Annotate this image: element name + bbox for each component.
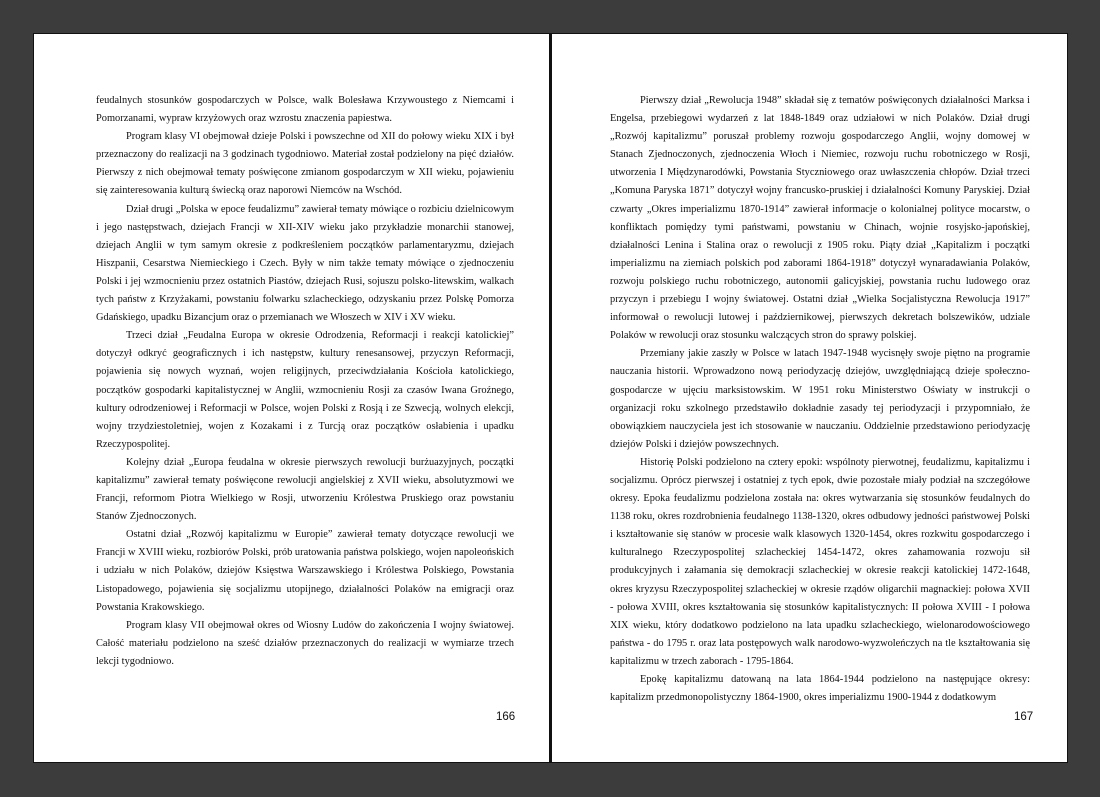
paragraph: Pierwszy dział „Rewolucja 1948” składał się z tematów poświęconych działalności Marksa i Engelsa, przebiegowi wydarzeń z lat 1848-1849 oraz udziałowi w nich Polaków. Dział drugi „Rozwój kapitalizmu” poruszał problemy rozwoju gospodarczego Anglii, wojny domowej w Stanach Zjednoczonych, zjednoczenia Włoch i Niemiec, rozwoju ruchu robotniczego w Rosji, utworzenia I Międzynarodówki, Powstania Styczniowego oraz uwłaszczenia chłopów. Dział trzeci „Komuna Paryska 1871” dotyczył wojny francusko-pruskiej i działalności Komuny Paryskiej. Dział czwarty „Okres imperializmu 1870-1914” zawierał informacje o kolonialnej polityce mocarstw, o konfliktach pomiędzy tymi państwami, powstaniu w Chinach, wojnie rosyjsko-japońskiej, działalności Lenina i Stalina oraz o rewolucji z 1905 roku. Piąty dział „Kapitalizm i początki imperializmu na ziemiach polskich pod zaborami 1864-1918” dotyczył wynaradawiania Polaków, rozwoju polskiego ruchu robotniczego, autonomii galicyjskiej, powstania ruchu ludowego oraz przyczyn i przebiegu I wojny światowej. Ostatni dział „Wielka Socjalistyczna Rewolucja 1917” informował o rewolucji lutowej i październikowej, pierwszych dekretach bolszewików, udziale Polaków w rewolucji oraz stosunku walczących stron do sprawy polskiej.	[610, 95, 1030, 342]
paragraph: Dział drugi „Polska w epoce feudalizmu” zawierał tematy mówiące o rozbiciu dzielnicowym i jego następstwach, dziejach Francji w XII-XIV wieku jako przykładzie monarchii stanowej, dziejach Anglii w tym samym okresie z podkreśleniem początków parlamentaryzmu, dziejach Hiszpanii, Cesarstwa Niemieckiego i Czech. Były w nim także tematy mówiące o zjednoczeniu Polski i jej wzmocnieniu przez ostatnich Piastów, dziejach Rusi, sojuszu polsko-litewskim, walkach tych państw z Krzyżakami, powstaniu folwarku szlacheckiego, odzyskaniu przez Polskę Pomorza Gdańskiego, upadku Bizancjum oraz o przemianach we Włoszech w XIV i XV wieku.	[96, 203, 514, 324]
page-number: 166	[496, 711, 516, 723]
paragraph: Program klasy VI obejmował dzieje Polski i powszechne od XII do połowy wieku XIX i był przeznaczony do realizacji na 3 godzinach tygodniowo. Materiał został podzielony na pięć działów. Pierwszy z nich obejmował tematy poświęcone zmianom gospodarczym w XII wieku, pojawieniu się zainteresowania kulturą świecką oraz naporowi Niemców na Wschód.	[96, 131, 514, 197]
right-page-body	[610, 92, 1030, 707]
left-page	[33, 33, 550, 763]
paragraph: Kolejny dział „Europa feudalna w okresie pierwszych rewolucji burżuazyjnych, początki kapitalizmu” zawierał tematy poświęcone rewolucji angielskiej z XVII wieku, absolutyzmowi we Francji, reformom Piotra Wielkiego w Rosji, utworzeniu Królestwa Pruskiego oraz powstaniu Stanów Zjednoczonych.	[96, 456, 514, 523]
paragraph: Historię Polski podzielono na cztery epoki: wspólnoty pierwotnej, feudalizmu, kapitalizmu i socjalizmu. Oprócz pierwszej i ostatniej z tych epok, dwie pozostałe miały podział na szczegółowe okresy. Epoka feudalizmu podzielona została na: okres wytwarzania się stosunków feudalnych do 1138 roku, okres rozdrobnienia feudalnego 1138-1320, okres odbudowy jedności państwowej Polski i kształtowanie się stanów w procesie walk klasowych 1320-1454, okres rozkwitu gospodarczego i kulturalnego Rzeczypospolitej szlacheckiej 1454-1472, okres zahamowania rozwoju sił produkcyjnych i załamania się demokracji szlacheckiej w okresie reakcji katolickiej 1472-1648, okres kryzysu Rzeczypospolitej szlacheckiej w okresie rządów oligarchii magnackiej: połowa XVII - połowa XVIII, okres kształtowania się stosunków kapitalistycznych: II połowa XVIII - I połowa XIX wieku, który dodatkowo podzielono na lata upadku szlacheckiego, wielonarodowościowego państwa - do 1795 r. oraz lata postępowych walk narodowo-wyzwoleńczych na tle kształtowania się kapitalizmu w trzech zaborach - 1795-1864.	[610, 456, 1030, 667]
paragraph: Ostatni dział „Rozwój kapitalizmu w Europie” zawierał tematy dotyczące rewolucji we Francji w XVIII wieku, rozbiorów Polski, prób uratowania państwa polskiego, wojen napoleońskich i udziału w nich Polaków, dziejów Księstwa Warszawskiego i Królestwa Polskiego, Powstania Listopadowego, pojawienia się socjalizmu utopijnego, działalności Polaków na emigracji oraz Powstania Krakowskiego.	[96, 529, 514, 613]
left-page-body	[96, 92, 514, 671]
paragraph: Epokę kapitalizmu datowaną na lata 1864-1944 podzielono na następujące okresy: kapitalizm przedmonopolistyczny 1864-1900, okres imperializmu 1900-1944 z dodatkowym	[610, 674, 1030, 704]
paragraph: Program klasy VII obejmował okres od Wiosny Ludów do zakończenia I wojny światowej. Całość materiału podzielono na sześć działów przeznaczonych do realizacji w wymiarze trzech lekcji tygodniowo.	[96, 619, 514, 667]
page-number: 167	[1014, 711, 1034, 723]
paragraph: feudalnych stosunków gospodarczych w Polsce, walk Bolesława Krzywoustego z Niemcami i Pomorzanami, wypraw krzyżowych oraz wzrostu znaczenia papiestwa.	[96, 95, 514, 125]
paragraph: Przemiany jakie zaszły w Polsce w latach 1947-1948 wycisnęły swoje piętno na programie nauczania historii. Wprowadzono nową periodyzację dziejów, uwzględniającą dzieje społeczno-gospodarcze w ujęciu marksistowskim. W 1951 roku Ministerstwo Oświaty w instrukcji o organizacji roku szkolnego przedstawiło dokładnie zasady tej periodyzacji i przypomniało, że obowiązkiem nauczyciela jest ich stosowanie w nauczaniu. Oddzielnie przedstawiono periodyzację dziejów Polski i dziejów powszechnych.	[610, 348, 1030, 450]
paragraph: Trzeci dział „Feudalna Europa w okresie Odrodzenia, Reformacji i reakcji katolickiej” dotyczył odkryć geograficznych i ich następstw, kultury renesansowej, przyczyn Reformacji, pojawienia się nowych wyznań, wojen religijnych, przeciwdziałania Kościoła katolickiego, początków gospodarki kapitalistycznej w Anglii, wzmocnieniu Rosji za czasów Iwana Groźnego, kultury odrodzeniowej i Reformacji w Polsce, wojen Polski z Rosją i ze Szwecją, wolnych elekcji, wojny trzydziestoletniej, wojen z Kozakami i z Turcją oraz początków osłabienia i upadku Rzeczypospolitej.	[96, 330, 514, 450]
right-page	[550, 33, 1068, 763]
